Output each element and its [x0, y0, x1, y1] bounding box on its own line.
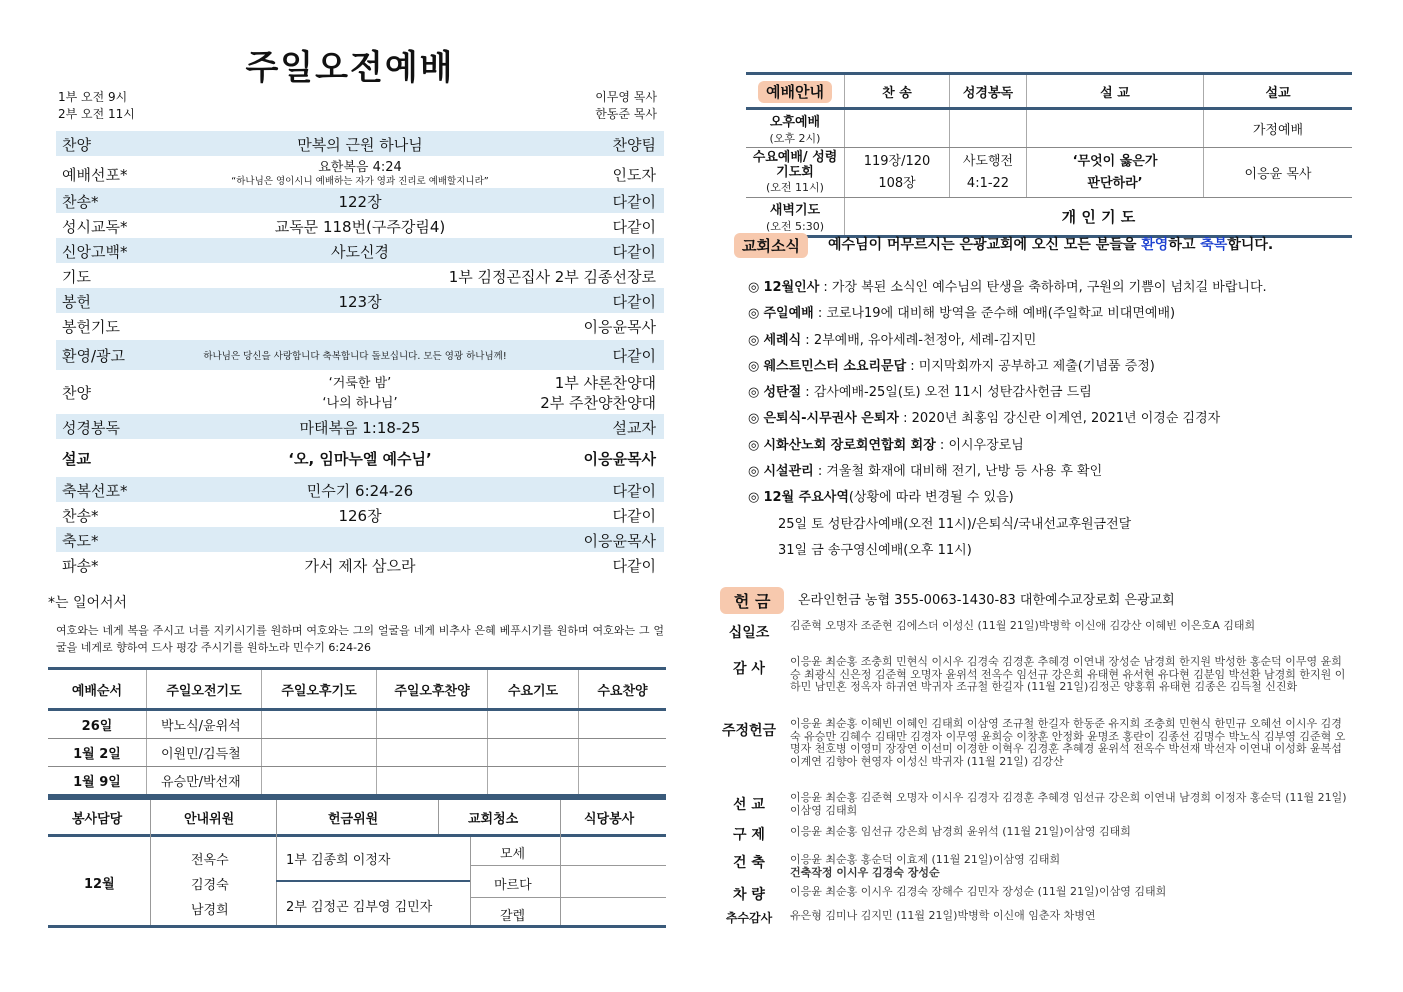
order-leader: 이응윤목사	[583, 318, 656, 336]
rota-header: 주일오전기도	[147, 669, 262, 710]
welcome-highlight: 환영	[1141, 237, 1169, 253]
list-item: ◎ 웨스트민스터 소요리문답 : 미지막회까지 공부하고 제출(기념품 증정)	[748, 358, 1155, 374]
list-item: ◎ 시화산노회 장로회연합회 회장 : 이시우장로님	[748, 437, 1024, 453]
list-item: ◎ 12월 주요사역(상황에 따라 변경될 수 있음)	[748, 490, 1014, 506]
order-row	[56, 414, 664, 439]
news-text: : 2부예배, 유아세례-천정아, 세례-김지민	[801, 332, 1037, 348]
hymn-text: 119장/120	[863, 153, 931, 169]
list-item: ◎ 주일예배 : 코로나19에 대비해 방역을 준수해 예배(주일학교 비대면예배)	[748, 306, 1176, 322]
welcome-highlight: 축복	[1200, 237, 1228, 253]
offering-group-names: 이응윤 최순홍 홍순덕 이효제 (11월 21일)이삼영 김태희	[790, 853, 1061, 866]
offering-team-2: 2부 김정곤 김부영 김민자	[286, 900, 433, 915]
offering-group-label: 추수감사	[725, 911, 773, 925]
rota-cell: 이원민/김득철	[147, 739, 262, 767]
rota-cell	[579, 710, 667, 739]
worship-header: 설 교	[1027, 74, 1204, 109]
order-row	[56, 188, 664, 213]
order-row	[56, 502, 664, 527]
order-content: 126장	[338, 507, 382, 525]
order-label: 파송*	[62, 557, 99, 575]
order-row	[56, 131, 664, 156]
list-item: ◎ 시설관리 : 겨울철 화재에 대비해 전기, 난방 등 사용 후 확인	[748, 464, 1103, 480]
rota-cell	[377, 739, 488, 767]
news-title: 교회소식	[734, 233, 808, 258]
cleaning-team: 갈렙	[500, 909, 526, 924]
order-of-worship	[56, 131, 664, 577]
order-content: 교독문 118번(구주강림4)	[274, 218, 446, 236]
order-leader: 1부 샤론찬양대	[554, 374, 656, 392]
preacher-cell: 이응윤 목사	[1204, 148, 1353, 198]
table-row	[746, 109, 1352, 148]
worship-header: 찬 송	[845, 74, 950, 109]
service-name: 수요예배/ 성령기도회	[752, 150, 838, 180]
news-text: (상황에 따라 변경될 수 있음)	[848, 490, 1014, 506]
news-head: 주일예배	[763, 306, 814, 322]
order-leader: 설교자	[612, 419, 656, 437]
servers-table	[48, 797, 666, 930]
sermon-title-2: 판단하라’	[1087, 175, 1143, 191]
stand-note: *는 일어서서	[48, 595, 128, 611]
online-offering-account: 온라인헌금 농협 355-0063-1430-83 대한예수교장로회 은광교회	[798, 593, 1175, 608]
order-leader: 이응윤목사	[583, 532, 656, 550]
prayer-rota-table	[48, 667, 666, 797]
pastor-1: 이무영 목사	[595, 90, 657, 104]
news-text: : 겨울철 화재에 대비해 전기, 난방 등 사용 후 확인	[813, 464, 1103, 480]
order-content: 민수기 6:24-26	[306, 482, 414, 500]
news-head: 시설관리	[763, 464, 814, 480]
rota-date: 1월 9일	[48, 767, 147, 796]
news-head: 시화산노회 장로회연합회 회장	[763, 437, 936, 453]
offering-group-label: 주정헌금	[721, 723, 777, 739]
order-row	[56, 213, 664, 238]
rota-cell	[377, 767, 488, 796]
order-label: 축도*	[62, 532, 99, 550]
offering-group-names: 유은형 김미나 김지민 (11월 21일)박병학 이신애 임춘자 차병연	[790, 909, 1096, 922]
service-time-2: 2부 오전 11시	[58, 107, 135, 121]
offering-group	[720, 792, 1350, 820]
bible-text-2: 4:1-22	[966, 175, 1010, 191]
offering-group-names: 이응윤 최순홍 이혜빈 이혜인 김태희 이삼영 조규철 한길자 한동준 유지희 조충희 민현식 한민규 오혜선 이시우 김경숙 유승만 김혜수 김태만 김경자 이무영 윤희승 이창훈 안정화 윤명조 홍란이 김종선 김명수 박노식 김부영 김준혁 오명자 천호병 이영미 장장연 이선미 이경한 이혁우 김경훈 추혜경 윤위석 전옥수 박선재 박선자 이연내 이성화 윤복섭 이계연 김향아 현영자 이성신 박귀자 (11월 21일) 김강산	[790, 717, 1346, 768]
page-title: 주일오전예배	[245, 48, 455, 88]
rota-header: 주일오후찬양	[377, 669, 488, 710]
sermon-title: ‘무엇이 옳은가	[1072, 153, 1158, 169]
welcome-text: 하고	[1168, 237, 1196, 253]
servers-header-cell: 봉사담당	[72, 812, 123, 827]
order-leader-2: 2부 주찬양찬양대	[540, 394, 656, 412]
service-name: 오후예배	[769, 115, 821, 130]
servers-month: 12월	[84, 877, 115, 892]
order-leader: 다같이	[612, 347, 656, 365]
offering-group-label: 건 축	[733, 855, 765, 871]
usher-name: 김경숙	[191, 878, 229, 893]
order-row	[56, 156, 664, 188]
cleaning-team: 마르다	[494, 878, 532, 893]
list-item: ◎ 세례식 : 2부예배, 유아세례-천정아, 세례-김지민	[748, 332, 1037, 348]
usher-name: 전옥수	[191, 853, 229, 868]
worship-guide-label: 예배안내	[758, 81, 832, 103]
order-leader: 다같이	[612, 218, 656, 236]
table-row	[48, 710, 666, 739]
order-leader: 다같이	[612, 557, 656, 575]
offering-group-label: 구 제	[733, 827, 765, 843]
order-label: 봉헌기도	[62, 318, 120, 336]
offering-group-names: 이응윤 최순홍 임선규 강은희 남경희 윤위석 (11월 21일)이삼영 김태희	[790, 825, 1131, 838]
usher-name: 남경희	[191, 903, 229, 918]
offering-group-names: 이응윤 최순홍 이시우 김경숙 장해수 김민자 장성순 (11월 21일)이삼영 김태희	[790, 885, 1167, 898]
news-list	[748, 276, 1368, 565]
welcome-message	[828, 234, 1273, 254]
rota-cell	[262, 710, 377, 739]
sermon-cell	[1027, 109, 1204, 148]
servers-header	[48, 797, 666, 837]
service-time-1: 1부 오전 9시	[58, 90, 128, 104]
order-label: 찬송*	[62, 193, 99, 211]
order-label: 성경봉독	[62, 419, 120, 437]
order-label: 신앙고백*	[62, 243, 128, 261]
schedule-item: 31일 금 송구영신예배(오후 11시)	[778, 542, 972, 558]
table-row	[746, 198, 1352, 237]
order-leader: 다같이	[612, 507, 656, 525]
offering-group	[720, 824, 1350, 846]
rota-cell	[262, 767, 377, 796]
service-name: 새벽기도	[769, 203, 821, 218]
servers-header-cell: 식당봉사	[584, 812, 635, 827]
order-label: 봉헌	[62, 293, 91, 311]
offering-group-names: 김준혁 오명자 조준현 김에스더 이성신 (11월 21일)박병학 이신애 김강산 이혜빈 이은호A 김태희	[790, 619, 1256, 632]
rota-cell	[488, 767, 579, 796]
rota-header: 예배순서	[48, 669, 147, 710]
rota-header: 주일오후기도	[262, 669, 377, 710]
rota-cell	[488, 710, 579, 739]
order-content: 123장	[338, 293, 382, 311]
order-content: 가서 제자 삼으라	[304, 557, 416, 575]
offering-group	[720, 718, 1350, 786]
servers-header-cell: 안내위원	[184, 812, 235, 827]
offering-group	[720, 852, 1350, 882]
rota-cell	[579, 739, 667, 767]
worship-header: 성경봉독	[950, 74, 1027, 109]
news-head: 은퇴식-시무권사 은퇴자	[763, 411, 899, 427]
offering-group-label: 차 량	[733, 887, 765, 903]
order-content: 하나님은 당신을 사랑합니다 축복합니다 돌보십니다. 모든 영광 하나님께!	[203, 351, 507, 362]
news-head: 12월 주요사역	[763, 490, 849, 506]
offering-group-label: 십일조	[728, 625, 770, 641]
table-row	[48, 739, 666, 767]
order-content: 요한복음 4:24	[318, 160, 402, 175]
news-text: : 코로나19에 대비해 방역을 준수해 예배(주일학교 비대면예배)	[813, 306, 1176, 322]
order-leader: 이응윤목사	[583, 450, 656, 468]
order-leader: 다같이	[612, 293, 656, 311]
rota-cell	[377, 710, 488, 739]
order-row	[56, 288, 664, 313]
order-label: 축복선포*	[62, 482, 128, 500]
worship-guide-table	[746, 72, 1352, 238]
offering-group	[720, 620, 1350, 650]
order-row	[56, 477, 664, 502]
order-label: 찬송*	[62, 507, 99, 525]
bible-cell	[950, 109, 1027, 148]
news-head: 웨스트민스터 소요리문답	[763, 358, 907, 374]
dawn-prayer: 개 인 기 도	[845, 198, 1353, 237]
rota-cell: 박노식/윤위석	[147, 710, 262, 739]
list-item: ◎ 12월인사 : 가장 복된 소식인 예수님의 탄생을 축하하며, 구원의 기쁨이 넘치길 바랍니다.	[748, 280, 1267, 295]
order-leader: 찬양팀	[612, 136, 656, 154]
hymn-text-2: 108장	[878, 175, 916, 191]
offering-group	[720, 884, 1350, 906]
servers-header-cell: 교회청소	[468, 812, 519, 827]
news-text: : 미지막회까지 공부하고 제출(기념품 증정)	[906, 358, 1155, 374]
service-time: (오후 2시)	[769, 132, 821, 145]
order-row	[56, 263, 664, 288]
rota-header: 수요찬양	[579, 669, 667, 710]
news-head: 성탄절	[763, 385, 802, 401]
news-head: 12월인사	[763, 280, 820, 295]
order-row	[56, 527, 664, 552]
worship-header: 설교	[1204, 74, 1353, 109]
offering-group	[720, 909, 1350, 931]
order-content: 사도신경	[331, 243, 389, 261]
welcome-text: 합니다.	[1227, 237, 1274, 253]
news-text: : 감사예배-25일(토) 오전 11시 성탄감사헌금 드림	[801, 385, 1092, 401]
offering-title: 헌 금	[720, 587, 784, 614]
list-item: ◎ 은퇴식-시무권사 은퇴자 : 2020년 최홍임 강신란 이계연, 2021년 이경순 김경자	[748, 411, 1221, 427]
order-leader: 다같이	[612, 193, 656, 211]
order-label: 성시교독*	[62, 218, 128, 236]
offering-group-names: 이응윤 최순홍 조충희 민현식 이시우 김경숙 김경훈 추혜경 이연내 장성순 남경희 한지원 박성한 홍순덕 이무영 윤희승 최광식 신은정 김준혁 오명자 윤위석 전옥수 임선규 강은희 유태현 유서현 유다현 김분임 박선환 남경희 한지원 이하민 남민혼 정옥자 하귀연 박귀자 조규철 한길자 (11월 21일)김정곤 양홍휘 유태현 김종은 김득철 신진화	[790, 655, 1346, 693]
preacher-cell: 가정예배	[1204, 109, 1353, 148]
table-row	[48, 767, 666, 796]
news-head: 세례식	[763, 332, 802, 348]
cleaning-team: 모세	[500, 847, 526, 862]
service-time: (오전 11시)	[766, 181, 824, 194]
order-row	[56, 552, 664, 577]
order-content: 마태복음 1:18-25	[299, 419, 421, 437]
news-text: : 가장 복된 소식인 예수님의 탄생을 축하하며, 구원의 기쁨이 넘치길 바랍니다.	[819, 280, 1267, 295]
order-leader: 다같이	[612, 243, 656, 261]
order-content: 만복의 근원 하나님	[297, 136, 423, 154]
table-row	[746, 148, 1352, 198]
order-content-sub: “하나님은 영이시니 예배하는 자가 영과 진리로 예배할지니라”	[231, 176, 489, 187]
offering-group	[720, 656, 1350, 712]
news-text: : 이시우장로님	[935, 437, 1024, 453]
servers-header-cell: 헌금위원	[328, 812, 379, 827]
offering-group-label: 선 교	[733, 797, 765, 813]
list-item: ◎ 성탄절 : 감사예배-25일(토) 오전 11시 성탄감사헌금 드림	[748, 385, 1092, 401]
pastor-2: 한동준 목사	[595, 107, 657, 121]
order-row	[56, 340, 664, 370]
order-content: 122장	[338, 193, 382, 211]
order-label: 기도	[62, 268, 91, 286]
order-leader: 인도자	[612, 166, 656, 184]
order-leader: 다같이	[612, 482, 656, 500]
order-label: 찬양	[62, 136, 91, 154]
benediction-text: 여호와는 네게 복을 주시고 너를 지키시기를 원하며 여호와는 그의 얼굴을 네게 비추사 은혜 베푸시기를 원하며 여호와는 그 얼굴을 네게로 향하여 드사 평강 주시기를 원하노라 민수기 6:24-26	[56, 624, 664, 654]
schedule-item: 25일 토 성탄감사예배(오전 11시)/은퇴식/국내선교후원금전달	[778, 516, 1132, 532]
building-pledge: 건축작정 이시우 김경숙 장성순	[790, 866, 940, 879]
news-text: : 2020년 최홍임 강신란 이계연, 2021년 이경순 김경자	[899, 411, 1221, 427]
worship-header	[746, 74, 845, 109]
order-leader: 1부 김정곤집사 2부 김종선장로	[448, 268, 656, 286]
service-time: (오전 5:30)	[765, 220, 825, 233]
rota-header: 수요기도	[488, 669, 579, 710]
order-content: ‘오, 임마누엘 예수님’	[288, 450, 432, 468]
order-content-sub: ‘나의 하나님’	[322, 396, 398, 411]
offering-team-1: 1부 김종희 이정자	[286, 853, 391, 868]
order-label: 설교	[62, 450, 91, 468]
welcome-text: 예수님이 머무르시는 은광교회에 오신 모든 분들을	[828, 237, 1137, 253]
order-row	[56, 439, 664, 477]
order-row	[56, 238, 664, 263]
offering-group-names: 이응윤 최순홍 김준혁 오명자 이시우 김경자 김경훈 추혜경 임선규 강은희 이연내 남경희 이정자 홍순덕 (11월 21일)이삼영 김태희	[790, 791, 1347, 817]
rota-cell	[579, 767, 667, 796]
order-label: 예배선포*	[62, 166, 128, 184]
order-row	[56, 313, 664, 340]
rota-cell: 유승만/박선재	[147, 767, 262, 796]
rota-cell	[262, 739, 377, 767]
bible-text: 사도행전	[962, 153, 1014, 169]
order-label: 환영/광고	[62, 347, 126, 365]
rota-date: 1월 2일	[48, 739, 147, 767]
order-label: 찬양	[62, 384, 91, 402]
order-row	[56, 370, 664, 414]
offering-group-label: 감 사	[733, 661, 765, 677]
order-content: ‘거룩한 밤’	[328, 376, 392, 391]
rota-cell	[488, 739, 579, 767]
hymn-cell	[845, 109, 950, 148]
rota-date: 26일	[48, 710, 147, 739]
